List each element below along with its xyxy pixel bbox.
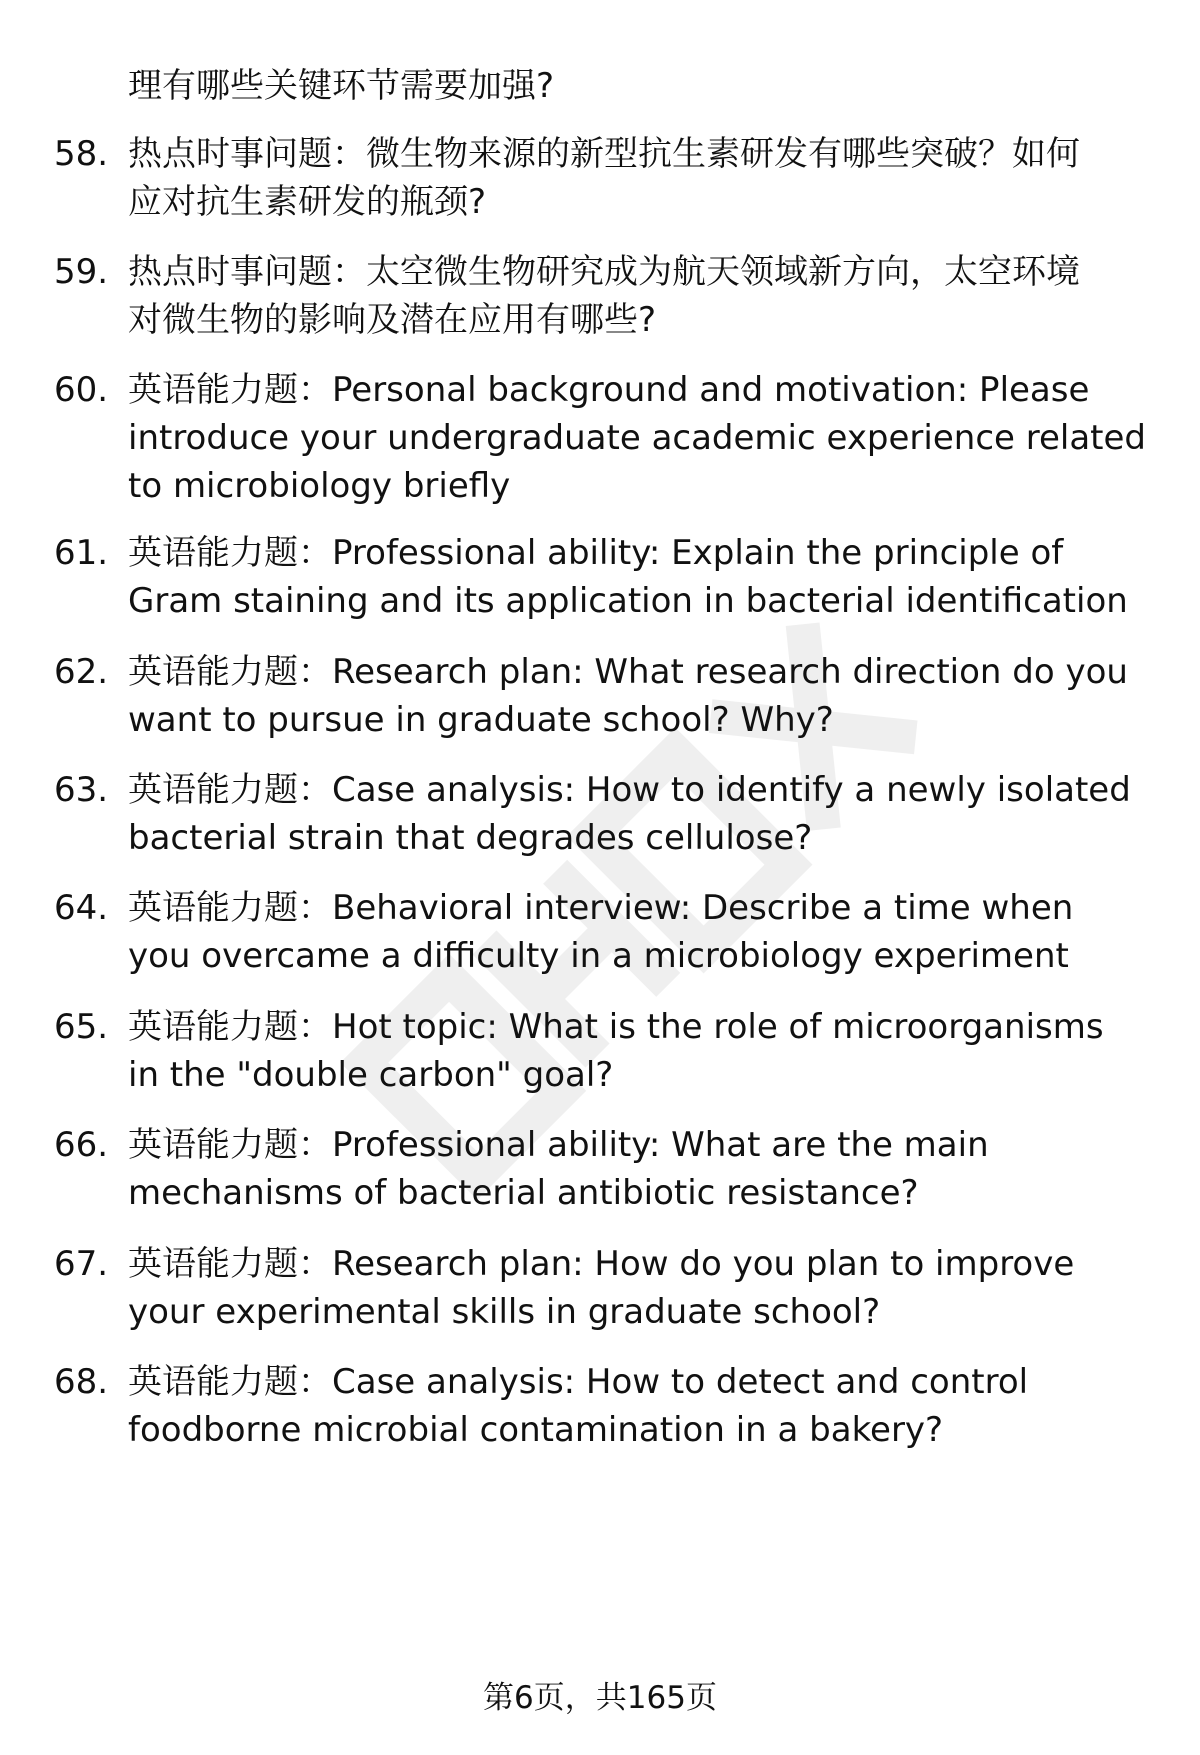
continuation-line: 理有哪些关键环节需要加强? — [128, 66, 555, 106]
question-line: 对微生物的影响及潜在应用有哪些? — [128, 300, 657, 340]
question-number: 68. — [54, 1362, 109, 1402]
question-line: foodborne microbial contamination in a bakery? — [128, 1410, 944, 1450]
question-line: want to pursue in graduate school? Why? — [128, 700, 834, 740]
question-line: Gram staining and its application in bacterial identification — [128, 581, 1128, 621]
question-line: 英语能力题：Behavioral interview: Describe a time when — [128, 888, 1074, 928]
question-text — [128, 1121, 1158, 1217]
question-line: 热点时事问题：太空微生物研究成为航天领域新方向，太空环境 — [128, 252, 1080, 292]
question-line: 英语能力题：Case analysis: How to identify a newly isolated — [128, 770, 1131, 810]
question-text — [128, 1003, 1158, 1099]
question-line: 英语能力题：Research plan: How do you plan to improve — [128, 1244, 1075, 1284]
question-number: 61. — [54, 533, 109, 573]
question-number: 60. — [54, 370, 109, 410]
question-text — [128, 366, 1158, 510]
question-line: bacterial strain that degrades cellulose? — [128, 818, 813, 858]
question-text — [128, 1358, 1158, 1454]
question-line: 热点时事问题：微生物来源的新型抗生素研发有哪些突破？如何 — [128, 134, 1080, 174]
question-number: 59. — [54, 252, 109, 292]
question-line: to microbiology briefly — [128, 466, 511, 506]
question-number: 66. — [54, 1125, 109, 1165]
question-line: 英语能力题：Research plan: What research direction do you — [128, 652, 1128, 692]
question-line: 应对抗生素研发的瓶颈? — [128, 182, 487, 222]
question-number: 62. — [54, 652, 109, 692]
question-text — [128, 884, 1158, 980]
question-number: 58. — [54, 134, 109, 174]
question-line: 英语能力题：Case analysis: How to detect and control — [128, 1362, 1029, 1402]
question-text — [128, 1240, 1158, 1336]
question-number: 63. — [54, 770, 109, 810]
question-number: 64. — [54, 888, 109, 928]
page-footer: 第6页，共165页 — [483, 1680, 717, 1716]
question-line: your experimental skills in graduate school? — [128, 1292, 881, 1332]
question-line: mechanisms of bacterial antibiotic resistance? — [128, 1173, 919, 1213]
question-line: introduce your undergraduate academic experience related — [128, 418, 1147, 458]
question-line: 英语能力题：Professional ability: Explain the principle of — [128, 533, 1064, 573]
question-line: 英语能力题：Hot topic: What is the role of microorganisms — [128, 1007, 1104, 1047]
question-text — [128, 648, 1158, 744]
question-text — [128, 766, 1158, 862]
question-text — [128, 248, 1158, 344]
question-line: in the "double carbon" goal? — [128, 1055, 614, 1095]
question-line: 英语能力题：Professional ability: What are the main — [128, 1125, 989, 1165]
question-line: 英语能力题：Personal background and motivation: Please — [128, 370, 1090, 410]
question-line: you overcame a difficulty in a microbiology experiment — [128, 936, 1069, 976]
question-number: 67. — [54, 1244, 109, 1284]
question-number: 65. — [54, 1007, 109, 1047]
question-text — [128, 130, 1158, 226]
question-text — [128, 529, 1158, 625]
